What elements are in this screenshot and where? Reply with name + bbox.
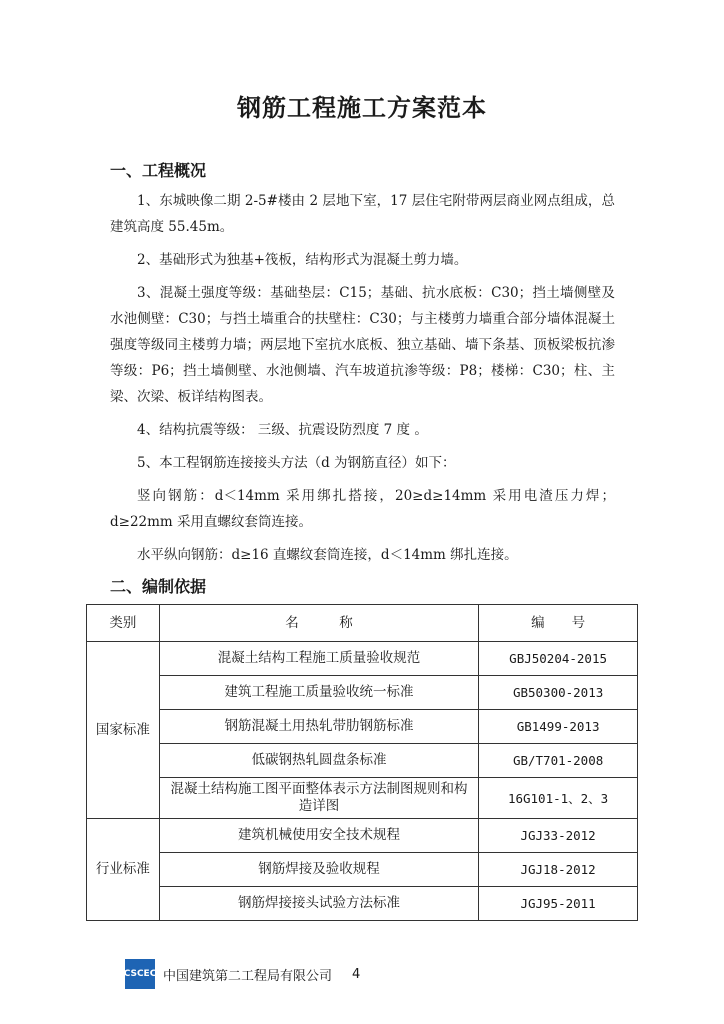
table-row [87,744,638,778]
standard-code: GB/T701-2008 [479,744,638,778]
table-row [87,710,638,744]
header-code: 编 号 [479,605,638,642]
overview-body [110,188,615,568]
standard-name: 混凝土结构施工图平面整体表示方法制图规则和构造详图 [159,778,478,819]
table-row [87,676,638,710]
table-row [87,887,638,921]
paragraph: 水平纵向钢筋：d≥16 直螺纹套筒连接，d＜14mm 绑扎连接。 [137,547,518,563]
header-name: 名 称 [159,605,478,642]
standard-name: 建筑工程施工质量验收统一标准 [159,676,478,710]
page-footer [125,958,360,990]
standards-table [86,604,638,921]
paragraph: 1、东城映像二期 2-5#楼由 2 层地下室，17 层住宅附带两层商业网点组成，总建筑高度 55.45m。 [110,193,615,235]
standard-code: JGJ95-2011 [479,887,638,921]
standard-code: 16G101-1、2、3 [479,778,638,819]
table-row [87,642,638,676]
standard-code: GB50300-2013 [479,676,638,710]
header-category: 类别 [87,605,160,642]
standard-name: 钢筋混凝土用热轧带肋钢筋标准 [159,710,478,744]
company-name: 中国建筑第二工程局有限公司 [163,968,333,984]
paragraph: 2、基础形式为独基+筏板，结构形式为混凝土剪力墙。 [137,252,468,268]
category-cell: 国家标准 [87,642,160,819]
standard-code: GBJ50204-2015 [479,642,638,676]
standard-code: JGJ33-2012 [479,819,638,853]
section-heading-basis: 二、编制依据 [110,577,207,596]
standard-name: 建筑机械使用安全技术规程 [159,819,478,853]
table-row [87,853,638,887]
table-row [87,819,638,853]
paragraph: 3、混凝土强度等级：基础垫层：C15；基础、抗水底板：C30；挡土墙侧壁及水池侧壁：C30；与挡土墙重合的扶壁柱：C30；与主楼剪力墙重合部分墙体混凝土强度等级同主楼剪力墙；两层地下室抗水底板、独立基础、墙下条基、顶板梁板抗渗等级：P6；挡土墙侧壁、水池侧墙、汽车坡道抗渗等级：P8；楼梯：C30；柱、主梁、次梁、板详结构图表。 [110,285,615,405]
section-heading-overview: 一、工程概况 [110,161,207,180]
standard-name: 混凝土结构工程施工质量验收规范 [159,642,478,676]
category-cell: 行业标准 [87,819,160,921]
company-logo-icon: CSCEC [125,959,155,989]
standard-name: 低碳钢热轧圆盘条标准 [159,744,478,778]
table-header-row [87,605,638,642]
standard-name: 钢筋焊接接头试验方法标准 [159,887,478,921]
standard-name: 钢筋焊接及验收规程 [159,853,478,887]
standard-code: GB1499-2013 [479,710,638,744]
page-number: 4 [352,966,361,982]
paragraph: 5、本工程钢筋连接接头方法（d 为钢筋直径）如下： [137,455,456,471]
page-title: 钢筋工程施工方案范本 [237,94,487,122]
paragraph: 竖向钢筋：d＜14mm 采用绑扎搭接，20≥d≥14mm 采用电渣压力焊；d≥22mm 采用直螺纹套筒连接。 [110,488,615,530]
standard-code: JGJ18-2012 [479,853,638,887]
table-row [87,778,638,819]
paragraph: 4、结构抗震等级： 三级、抗震设防烈度 7 度 。 [137,422,428,438]
